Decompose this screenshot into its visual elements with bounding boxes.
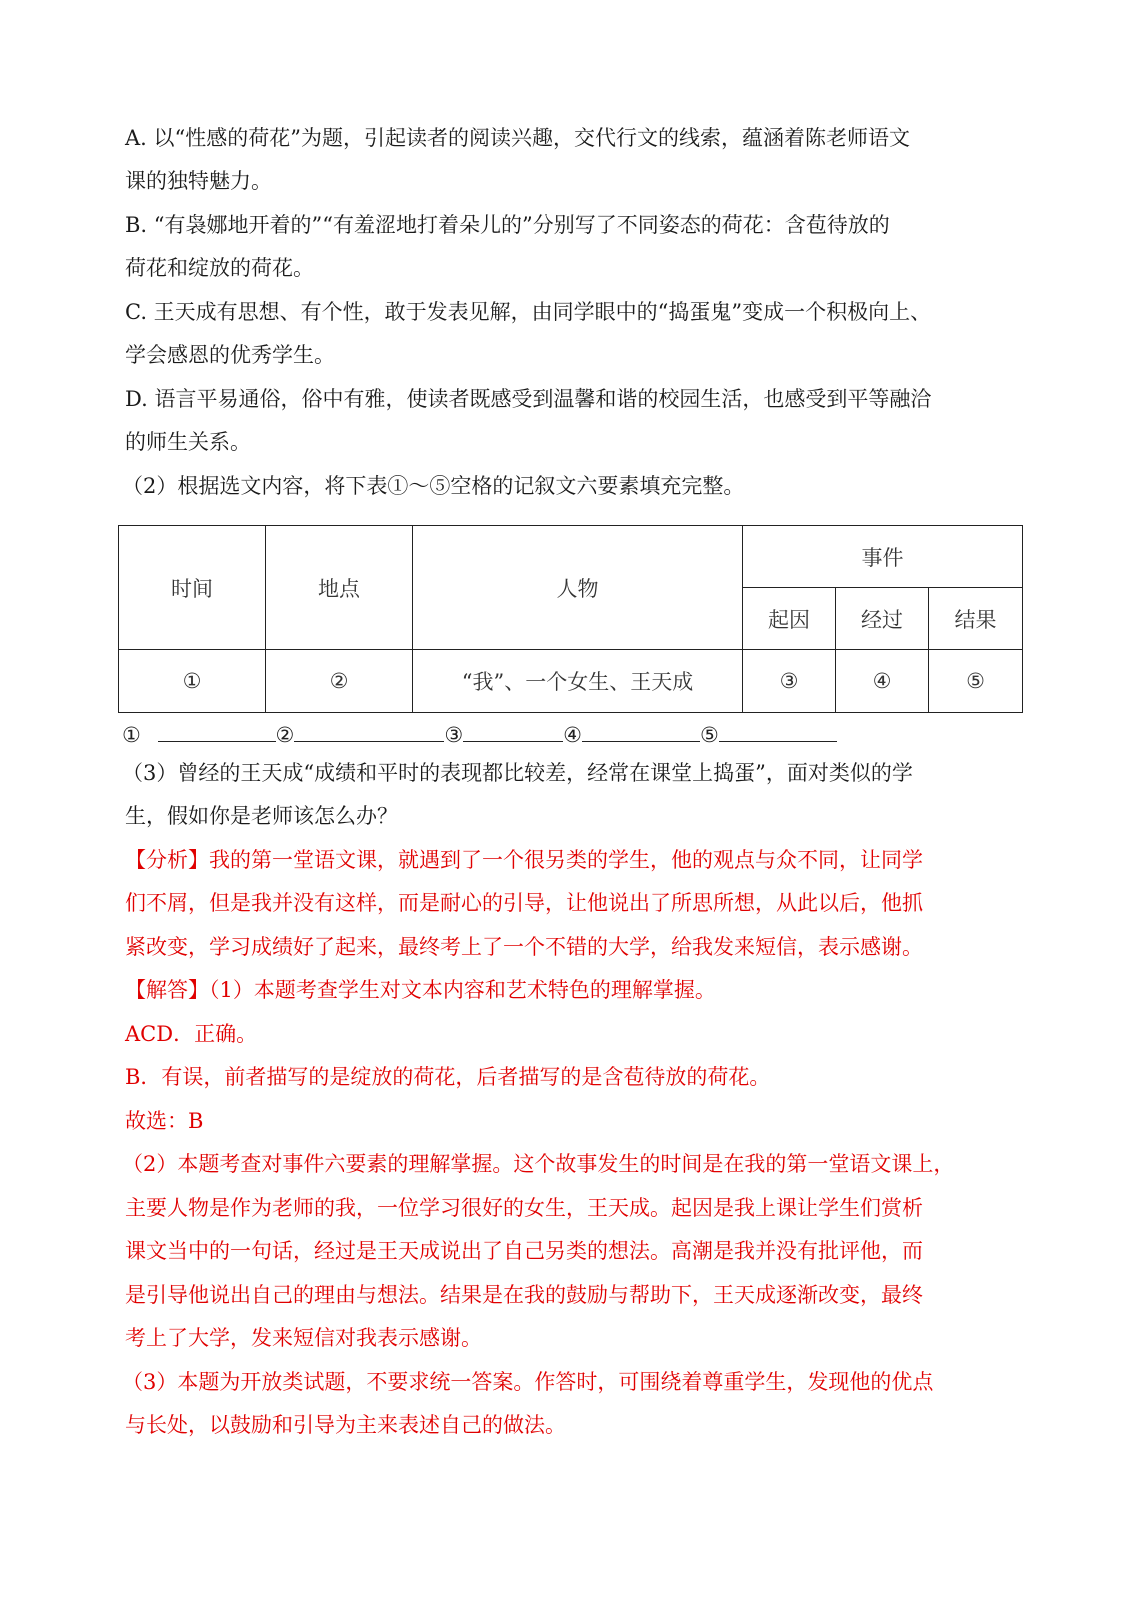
option-c-line1: C. 王天成有思想、有个性，敢于发表见解，由同学眼中的“捣蛋鬼”变成一个积极向上、 xyxy=(125,300,932,324)
answer-blanks xyxy=(122,719,1022,750)
option-a-line1: A. 以“性感的荷花”为题，引起读者的阅读兴趣，交代行文的线索，蕴涵着陈老师语文 xyxy=(125,126,910,150)
blank-label-3: ③ xyxy=(444,723,464,747)
analysis-line1: 【分析】我的第一堂语文课，就遇到了一个很另类的学生，他的观点与众不同，让同学 xyxy=(125,848,923,872)
header-event: 事件 xyxy=(743,526,1023,588)
option-d-line2: 的师生关系。 xyxy=(125,430,251,454)
blank-4[interactable] xyxy=(582,719,700,742)
analysis-line2: 们不屑，但是我并没有这样，而是耐心的引导，让他说出了所思所想，从此以后，他抓 xyxy=(125,891,923,915)
analysis-line3: 紧改变，学习成绩好了起来，最终考上了一个不错的大学，给我发来短信，表示感谢。 xyxy=(125,935,923,959)
answer-line4: 故选：B xyxy=(125,1109,204,1133)
blank-label-2: ② xyxy=(275,723,295,747)
blank-3[interactable] xyxy=(463,719,563,742)
answer-line10: （3）本题为开放类试题，不要求统一答案。作答时，可围绕着尊重学生，发现他的优点 xyxy=(122,1370,934,1394)
answer-line6: 主要人物是作为老师的我，一位学习很好的女生，王天成。起因是我上课让学生们赏析 xyxy=(125,1196,923,1220)
question-3-line1: （3）曾经的王天成“成绩和平时的表现都比较差，经常在课堂上捣蛋”，面对类似的学 xyxy=(122,761,913,785)
blank-label-5: ⑤ xyxy=(700,723,719,747)
answer-line8: 是引导他说出自己的理由与想法。结果是在我的鼓励与帮助下，王天成逐渐改变，最终 xyxy=(125,1283,923,1307)
option-b-line2: 荷花和绽放的荷花。 xyxy=(125,256,314,280)
header-result: 结果 xyxy=(929,588,1023,650)
blank-5[interactable] xyxy=(719,719,837,742)
answer-line11: 与长处，以鼓励和引导为主来表述自己的做法。 xyxy=(125,1413,566,1437)
six-elements-table xyxy=(118,525,1023,713)
question-3-line2: 生，假如你是老师该怎么办？ xyxy=(125,804,398,828)
option-a-line2: 课的独特魅力。 xyxy=(125,169,272,193)
cell-place: ② xyxy=(266,650,413,713)
header-place: 地点 xyxy=(266,526,413,650)
header-cause: 起因 xyxy=(743,588,836,650)
cell-result: ⑤ xyxy=(929,650,1023,713)
blank-2[interactable] xyxy=(294,719,444,742)
option-b-line1: B. “有袅娜地开着的”“有羞涩地打着朵儿的”分别写了不同姿态的荷花：含苞待放的 xyxy=(125,213,890,237)
option-c-line2: 学会感恩的优秀学生。 xyxy=(125,343,335,367)
cell-process: ④ xyxy=(836,650,929,713)
header-people: 人物 xyxy=(413,526,743,650)
cell-cause: ③ xyxy=(743,650,836,713)
answer-line9: 考上了大学，发来短信对我表示感谢。 xyxy=(125,1326,482,1350)
answer-line2: ACD．正确。 xyxy=(125,1022,258,1046)
blank-label-4: ④ xyxy=(563,723,582,747)
answer-line5: （2）本题考查对事件六要素的理解掌握。这个故事发生的时间是在我的第一堂语文课上， xyxy=(122,1152,955,1176)
blank-1[interactable] xyxy=(158,719,276,742)
answer-line1: 【解答】（1）本题考查学生对文本内容和艺术特色的理解掌握。 xyxy=(125,978,716,1002)
answer-line7: 课文当中的一句话，经过是王天成说出了自己另类的想法。高潮是我并没有批评他，而 xyxy=(125,1239,923,1263)
header-process: 经过 xyxy=(836,588,929,650)
blank-label-1: ① xyxy=(122,723,141,747)
question-2-prompt: （2）根据选文内容，将下表①～⑤空格的记叙文六要素填充完整。 xyxy=(122,474,745,498)
cell-people: “我”、一个女生、王天成 xyxy=(413,650,743,713)
header-time: 时间 xyxy=(119,526,266,650)
option-d-line1: D. 语言平易通俗，俗中有雅，使读者既感受到温馨和谐的校园生活，也感受到平等融洽 xyxy=(125,387,932,411)
answer-line3: B．有误，前者描写的是绽放的荷花，后者描写的是含苞待放的荷花。 xyxy=(125,1065,771,1089)
cell-time: ① xyxy=(119,650,266,713)
